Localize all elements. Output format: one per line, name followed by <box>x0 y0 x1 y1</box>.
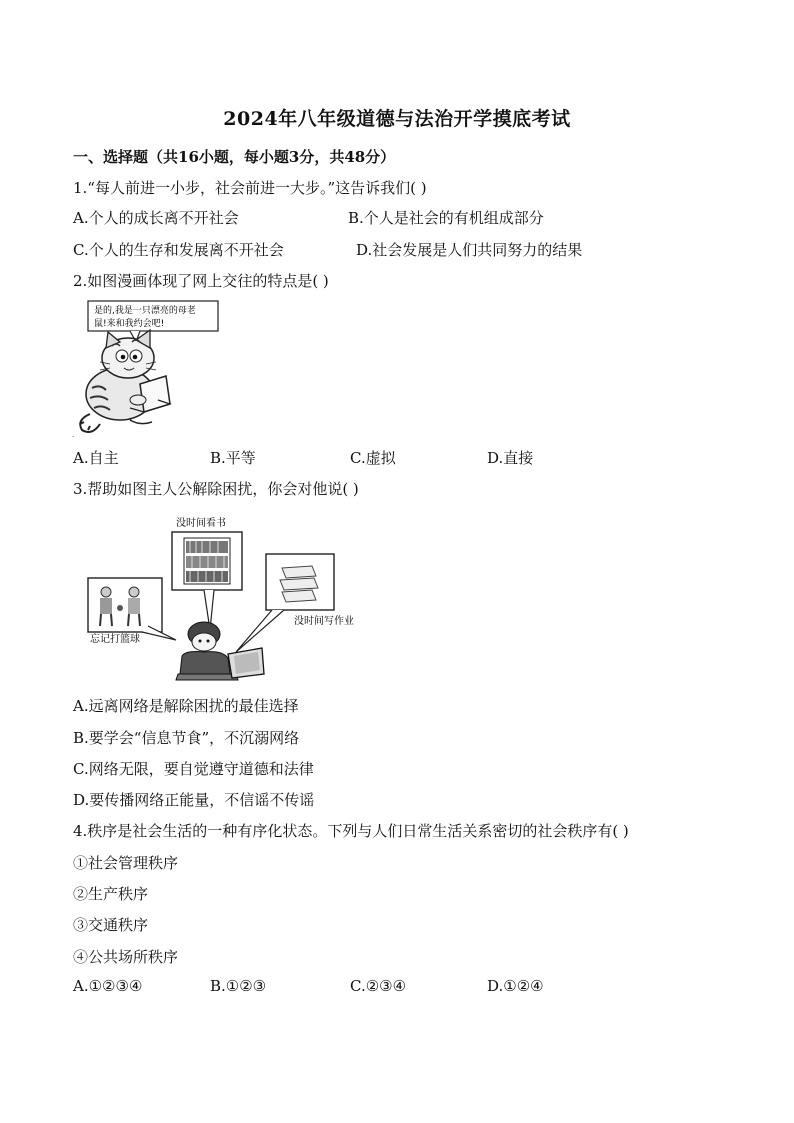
question-2-option-d: D.直接 <box>487 449 534 467</box>
bubble-ball-label: 忘记打篮球 <box>90 634 140 645</box>
bubble-book-label: 没时间看书 <box>176 518 226 529</box>
question-4-option-a: A.①②③④ <box>73 977 143 995</box>
question-2-stem: 2.如图漫画体现了网上交往的特点是( ) <box>73 272 329 290</box>
cat-bubble-line-2: 鼠!来和我约会吧! <box>94 319 165 329</box>
question-4-option-c: C.②③④ <box>350 977 407 995</box>
svg-text:.: . <box>72 431 75 439</box>
question-4-item-4: ④公共场所秩序 <box>73 948 179 966</box>
question-3-stem: 3.帮助如图主人公解除困扰，你会对他说( ) <box>73 480 359 498</box>
question-1-stem: 1.“每人前进一小步，社会前进一大步。”这告诉我们( ) <box>73 179 427 197</box>
question-4-option-b: B.①②③ <box>210 977 267 995</box>
question-4-option-d: D.①②④ <box>487 977 544 995</box>
boy-computer-figure <box>86 514 354 684</box>
question-3-option-b: B.要学会“信息节食”，不沉溺网络 <box>73 729 300 747</box>
question-2-option-c: C.虚拟 <box>350 449 396 467</box>
question-4-stem: 4.秩序是社会生活的一种有序化状态。下列与人们日常生活关系密切的社会秩序有( ) <box>73 822 629 840</box>
question-4-item-1: ①社会管理秩序 <box>73 854 179 872</box>
question-3-option-a: A.远离网络是解除困扰的最佳选择 <box>73 697 299 715</box>
question-2-option-b: B.平等 <box>210 449 256 467</box>
boy-computer-illustration <box>86 514 354 684</box>
question-1-option-a: A.个人的成长离不开社会 <box>73 209 239 227</box>
cat-cartoon-figure <box>70 296 240 438</box>
cat-cartoon-illustration <box>70 296 240 438</box>
section-heading: 一、选择题（共16小题，每小题3分，共48分） <box>73 148 396 166</box>
cat-bubble-line-1: 是的,我是一只漂亮的母老 <box>94 306 196 316</box>
question-1-option-d: D.社会发展是人们共同努力的结果 <box>356 241 583 259</box>
question-3-option-c: C.网络无限，要自觉遵守道德和法律 <box>73 760 314 778</box>
question-1-option-c: C.个人的生存和发展离不开社会 <box>73 241 284 259</box>
question-4-item-3: ③交通秩序 <box>73 916 149 934</box>
question-3-option-d: D.要传播网络正能量，不信谣不传谣 <box>73 791 315 809</box>
question-4-item-2: ②生产秩序 <box>73 885 149 903</box>
question-1-option-b: B.个人是社会的有机组成部分 <box>348 209 544 227</box>
exam-title: 2024年八年级道德与法治开学摸底考试 <box>223 108 571 130</box>
bubble-homework-label: 没时间写作业 <box>294 616 354 627</box>
question-2-option-a: A.自主 <box>73 449 119 467</box>
